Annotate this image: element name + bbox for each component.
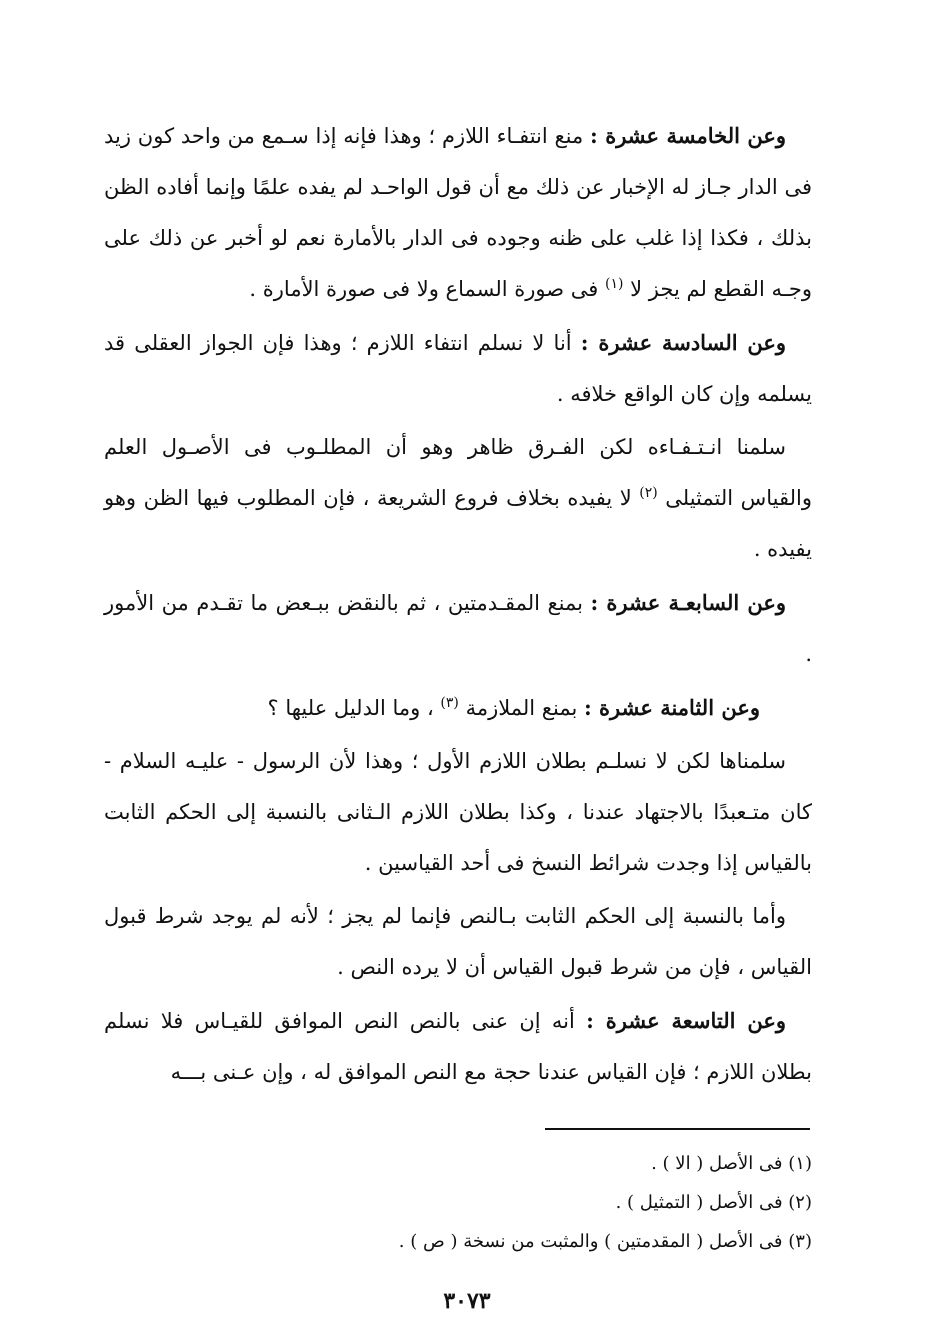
footnote-2: (٢) فى الأصل ( التمثيل ) . xyxy=(615,1192,812,1213)
paragraph-tail: فى صورة السماع ولا فى صورة الأمارة . xyxy=(249,277,605,301)
paragraph-fifteenth xyxy=(104,110,812,315)
footnote-divider xyxy=(545,1128,810,1130)
paragraph-lead: وعن التاسعة عشرة : xyxy=(586,1008,786,1033)
paragraph-text: بمنع الملازمة xyxy=(465,696,584,720)
paragraph-text: سلمناها لكن لا نسلـم بطلان اللازم الأول ؛ وهذا لأن الرسول - عليـه السلام - كان متـعبدًا بالاجتهاد عندنا ، وكذا بطلان اللازم الـثانى بالنسبة إلى الحكم الثابت بالقياس إذا وجدت شرائط النسخ فى أحد القياسين . xyxy=(104,749,812,875)
paragraph-tail: ، وما الدليل عليها ؟ xyxy=(267,696,441,720)
paragraph-text: وأما بالنسبة إلى الحكم الثابت بـالنص فإنما لم يجز ؛ لأنه لم يوجد شرط قبول القياس ، فإن من شرط قبول القياس أن لا يرده النص . xyxy=(104,904,812,979)
paragraph-as-for-text xyxy=(104,891,812,993)
paragraph-text: أنا لا نسلم انتفاء اللازم ؛ وهذا فإن الجواز العقلى قد يسلمه وإن كان الواقع خلافه . xyxy=(104,331,812,406)
paragraph-text: بمنع المقـدمتين ، ثم بالنقض ببـعض ما تقـدم من الأمور . xyxy=(104,591,812,666)
paragraph-text: سلمنا انـتـفـاءه لكن الفـرق ظاهر وهو أن المطلـوب فى الأصـول العلم والقياس التمثيلى xyxy=(104,435,812,510)
paragraph-seventeenth xyxy=(104,577,812,680)
footnotes xyxy=(104,1144,812,1261)
footnote-1: (١) فى الأصل ( الا ) . xyxy=(651,1153,812,1174)
paragraph-lead: وعن الخامسة عشرة : xyxy=(590,123,787,148)
paragraph-sixteenth xyxy=(104,317,812,420)
paragraph-text: منع انتفـاء اللازم ؛ وهذا فإنه إذا سـمع من واحد كون زيد فى الدار جـاز له الإخبار عن ذلك مع أن قول الواحـد لم يفده علمًا وإنما أفاده الظن بذلك ، فكذا إذا غلب على ظنه وجوده فى الدار بالأمارة نعم لو أخبر عن ذلك على وجـه القطع لم يجز لا xyxy=(104,124,812,301)
paragraph-nineteenth xyxy=(104,995,812,1098)
paragraph-conceded-second xyxy=(104,736,812,889)
footnote-3: (٣) فى الأصل ( المقدمتين ) والمثبت من نسخة ( ص ) . xyxy=(398,1231,812,1252)
footnote-marker: (٣) xyxy=(440,695,459,711)
paragraph-lead: وعن الثامنة عشرة : xyxy=(583,695,760,720)
page-number: ٣٠٧٣ xyxy=(443,1288,491,1314)
paragraph-tail: لا يفيده بخلاف فروع الشريعة ، فإن المطلوب فيها الظن وهو يفيده . xyxy=(104,486,812,561)
paragraph-conceded xyxy=(104,422,812,575)
paragraph-eighteenth xyxy=(104,682,812,734)
paragraph-lead: وعن السادسة عشرة : xyxy=(580,330,786,355)
footnote-marker: (٢) xyxy=(639,485,658,501)
footnote-marker: (١) xyxy=(605,276,624,292)
paragraph-text: أنه إن عنى بالنص النص الموافق للقيـاس فلا نسلم بطلان اللازم ؛ فإن القياس عندنا حجة مع النص الموافق له ، وإن عـنى بـــه xyxy=(104,1009,812,1084)
paragraph-lead: وعن السابعـة عشرة : xyxy=(590,590,787,615)
main-text xyxy=(104,110,812,1100)
